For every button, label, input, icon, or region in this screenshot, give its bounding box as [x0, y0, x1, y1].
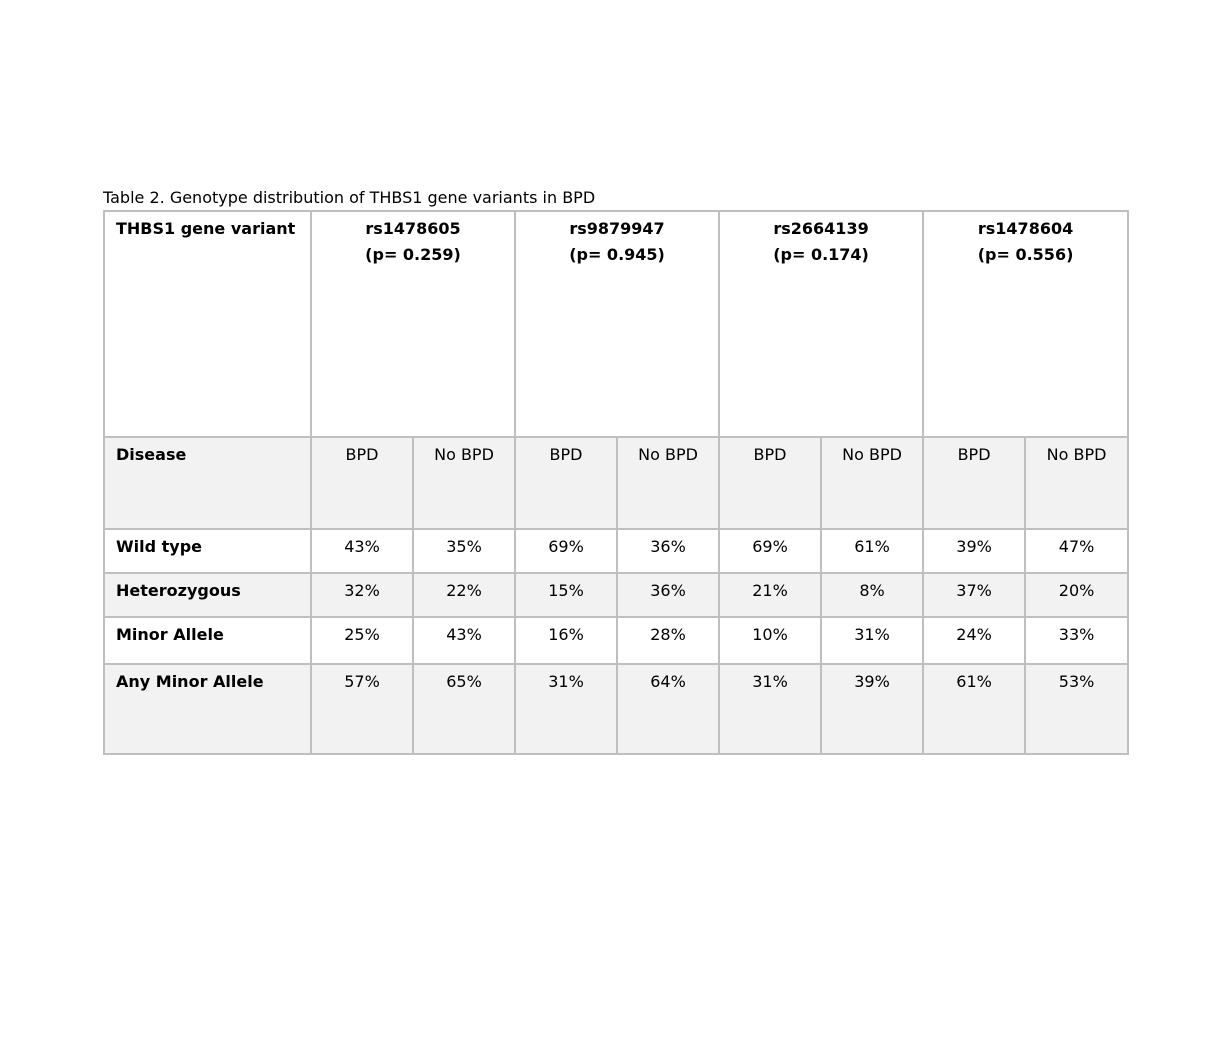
- table-cell: 33%: [1025, 617, 1128, 664]
- variant-name: rs9879947: [569, 219, 665, 238]
- row-label: Heterozygous: [104, 573, 311, 617]
- table-cell: 16%: [515, 617, 617, 664]
- header-row: [104, 211, 1128, 437]
- table-cell: 31%: [821, 617, 923, 664]
- variant-p-value: (p= 0.259): [365, 245, 461, 264]
- table-cell: 65%: [413, 664, 515, 754]
- table-cell: 69%: [719, 529, 821, 573]
- disease-group-cell: BPD: [719, 437, 821, 529]
- table-cell: 15%: [515, 573, 617, 617]
- table-cell: 64%: [617, 664, 719, 754]
- variant-header-cell: [515, 211, 719, 437]
- disease-group-cell: No BPD: [1025, 437, 1128, 529]
- table-row: [104, 617, 1128, 664]
- table-row: [104, 529, 1128, 573]
- table-cell: 37%: [923, 573, 1025, 617]
- table-cell: 47%: [1025, 529, 1128, 573]
- row-label: Any Minor Allele: [104, 664, 311, 754]
- disease-row: [104, 437, 1128, 529]
- table-cell: 22%: [413, 573, 515, 617]
- table-cell: 35%: [413, 529, 515, 573]
- table-cell: 61%: [923, 664, 1025, 754]
- disease-group-cell: No BPD: [821, 437, 923, 529]
- table-cell: 43%: [311, 529, 413, 573]
- table-cell: 36%: [617, 573, 719, 617]
- table-cell: 57%: [311, 664, 413, 754]
- row-label: Disease: [104, 437, 311, 529]
- table-cell: 39%: [821, 664, 923, 754]
- table-cell: 31%: [515, 664, 617, 754]
- row-label: Minor Allele: [104, 617, 311, 664]
- table-cell: 69%: [515, 529, 617, 573]
- table-cell: 39%: [923, 529, 1025, 573]
- corner-header-cell: THBS1 gene variant: [104, 211, 311, 437]
- disease-group-cell: BPD: [515, 437, 617, 529]
- table-cell: 36%: [617, 529, 719, 573]
- disease-group-cell: No BPD: [617, 437, 719, 529]
- disease-group-cell: No BPD: [413, 437, 515, 529]
- table-cell: 25%: [311, 617, 413, 664]
- table-cell: 10%: [719, 617, 821, 664]
- disease-group-cell: BPD: [311, 437, 413, 529]
- variant-p-value: (p= 0.556): [977, 245, 1074, 264]
- table-cell: 8%: [821, 573, 923, 617]
- variant-p-value: (p= 0.945): [569, 245, 665, 264]
- table-caption: Table 2. Genotype distribution of THBS1 gene variants in BPD: [103, 188, 596, 207]
- row-label: Wild type: [104, 529, 311, 573]
- disease-group-cell: BPD: [923, 437, 1025, 529]
- table-row: [104, 664, 1128, 754]
- genotype-table: [103, 210, 1129, 755]
- table-cell: 43%: [413, 617, 515, 664]
- table-cell: 32%: [311, 573, 413, 617]
- variant-header-cell: [311, 211, 515, 437]
- variant-name: rs1478605: [365, 219, 461, 238]
- table-cell: 28%: [617, 617, 719, 664]
- table-cell: 53%: [1025, 664, 1128, 754]
- table-cell: 20%: [1025, 573, 1128, 617]
- table-cell: 61%: [821, 529, 923, 573]
- variant-name: rs2664139: [773, 219, 869, 238]
- table-cell: 21%: [719, 573, 821, 617]
- table-cell: 24%: [923, 617, 1025, 664]
- variant-header-cell: [719, 211, 923, 437]
- table-row: [104, 573, 1128, 617]
- variant-p-value: (p= 0.174): [773, 245, 869, 264]
- variant-header-cell: [923, 211, 1128, 437]
- table-cell: 31%: [719, 664, 821, 754]
- variant-name: rs1478604: [977, 219, 1074, 238]
